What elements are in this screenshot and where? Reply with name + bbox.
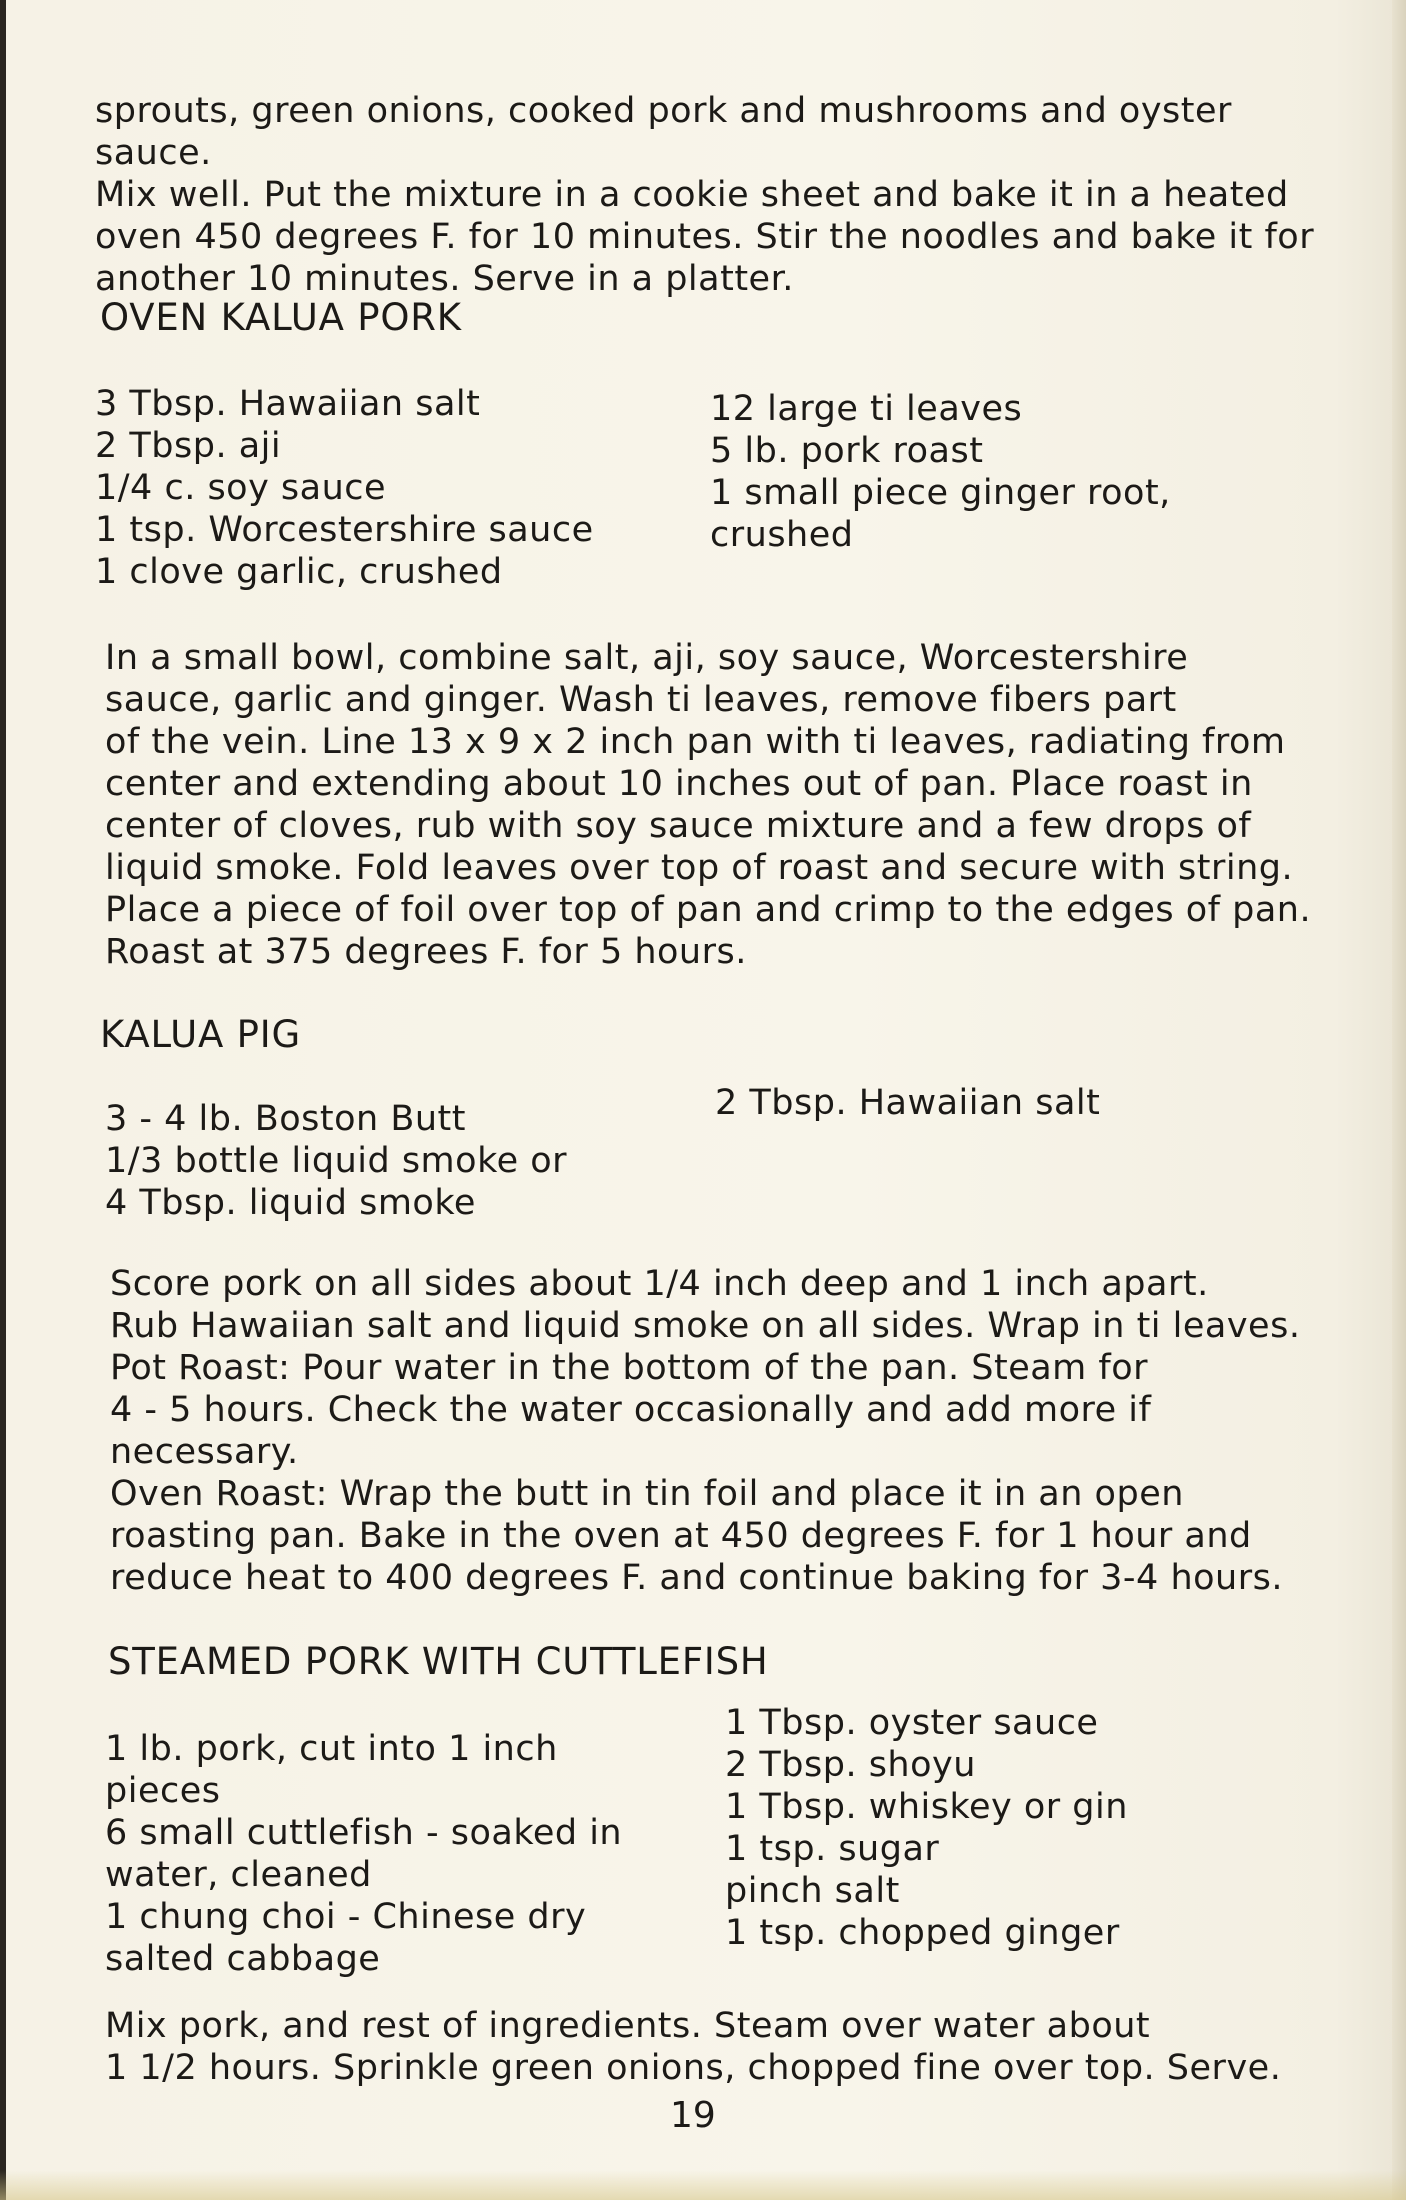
ingredients-right-kalua-pig: 2 Tbsp. Hawaiian salt — [715, 1083, 1101, 1123]
ingredients-left-oven-kalua-pork: 3 Tbsp. Hawaiian salt 2 Tbsp. aji 1/4 c. soy sauce 1 tsp. Worcestershire sauce 1 clove garlic, crushed — [95, 384, 594, 592]
ingredients-left-steamed-pork: 1 lb. pork, cut into 1 inch pieces 6 small cuttlefish - soaked in water, cleaned 1 chung choi - Chinese dry salted cabbage — [105, 1729, 623, 1979]
page-edge-right — [1392, 0, 1406, 2200]
intro-paragraph: sprouts, green onions, cooked pork and mushrooms and oyster sauce. Mix well. Put the mixture in a cookie sheet and bake it in a heated oven 450 degrees F. for 10 minutes. Stir the noodles and bake it for another 10 minutes. Serve in a platter. — [95, 91, 1315, 299]
page-edge-bottom — [0, 2170, 1406, 2200]
ingredients-right-oven-kalua-pork: 12 large ti leaves 5 lb. pork roast 1 small piece ginger root, crushed — [710, 389, 1171, 555]
directions-steamed-pork: Mix pork, and rest of ingredients. Steam over water about 1 1/2 hours. Sprinkle green onions, chopped fine over top. Serve. — [105, 2006, 1282, 2088]
ingredients-left-kalua-pig: 3 - 4 lb. Boston Butt 1/3 bottle liquid smoke or 4 Tbsp. liquid smoke — [105, 1099, 568, 1223]
page-edge-left — [0, 0, 6, 2200]
directions-oven-kalua-pork: In a small bowl, combine salt, aji, soy sauce, Worcestershire sauce, garlic and ginger. Wash ti leaves, remove fibers part of the vein. Line 13 x 9 x 2 inch pan with ti leaves, radiating from center and extending about 10 inches out of pan. Place roast in center of cloves, rub with soy sauce mixture and a few drops of liquid smoke. Fold leaves over top of roast and secure with string. Place a piece of foil over top of pan and crimp to the edges of pan. Roast at 375 degrees F. for 5 hours. — [105, 638, 1312, 972]
recipe-title-kalua-pig: KALUA PIG — [100, 1013, 301, 1056]
page-number: 19 — [670, 2095, 716, 2136]
recipe-title-steamed-pork-with-cuttlefish: STEAMED PORK WITH CUTTLEFISH — [108, 1640, 769, 1683]
directions-kalua-pig: Score pork on all sides about 1/4 inch deep and 1 inch apart. Rub Hawaiian salt and liquid smoke on all sides. Wrap in ti leaves. Pot Roast: Pour water in the bottom of the pan. Steam for 4 - 5 hours. Check the water occasionally and add more if necessary. Oven Roast: Wrap the butt in tin foil and place it in an open roasting pan. Bake in the oven at 450 degrees F. for 1 hour and reduce heat to 400 degrees F. and continue baking for 3-4 hours. — [110, 1264, 1301, 1598]
recipe-title-oven-kalua-pork: OVEN KALUA PORK — [100, 296, 462, 339]
ingredients-right-steamed-pork: 1 Tbsp. oyster sauce 2 Tbsp. shoyu 1 Tbsp. whiskey or gin 1 tsp. sugar pinch salt 1 tsp. chopped ginger — [725, 1703, 1128, 1953]
